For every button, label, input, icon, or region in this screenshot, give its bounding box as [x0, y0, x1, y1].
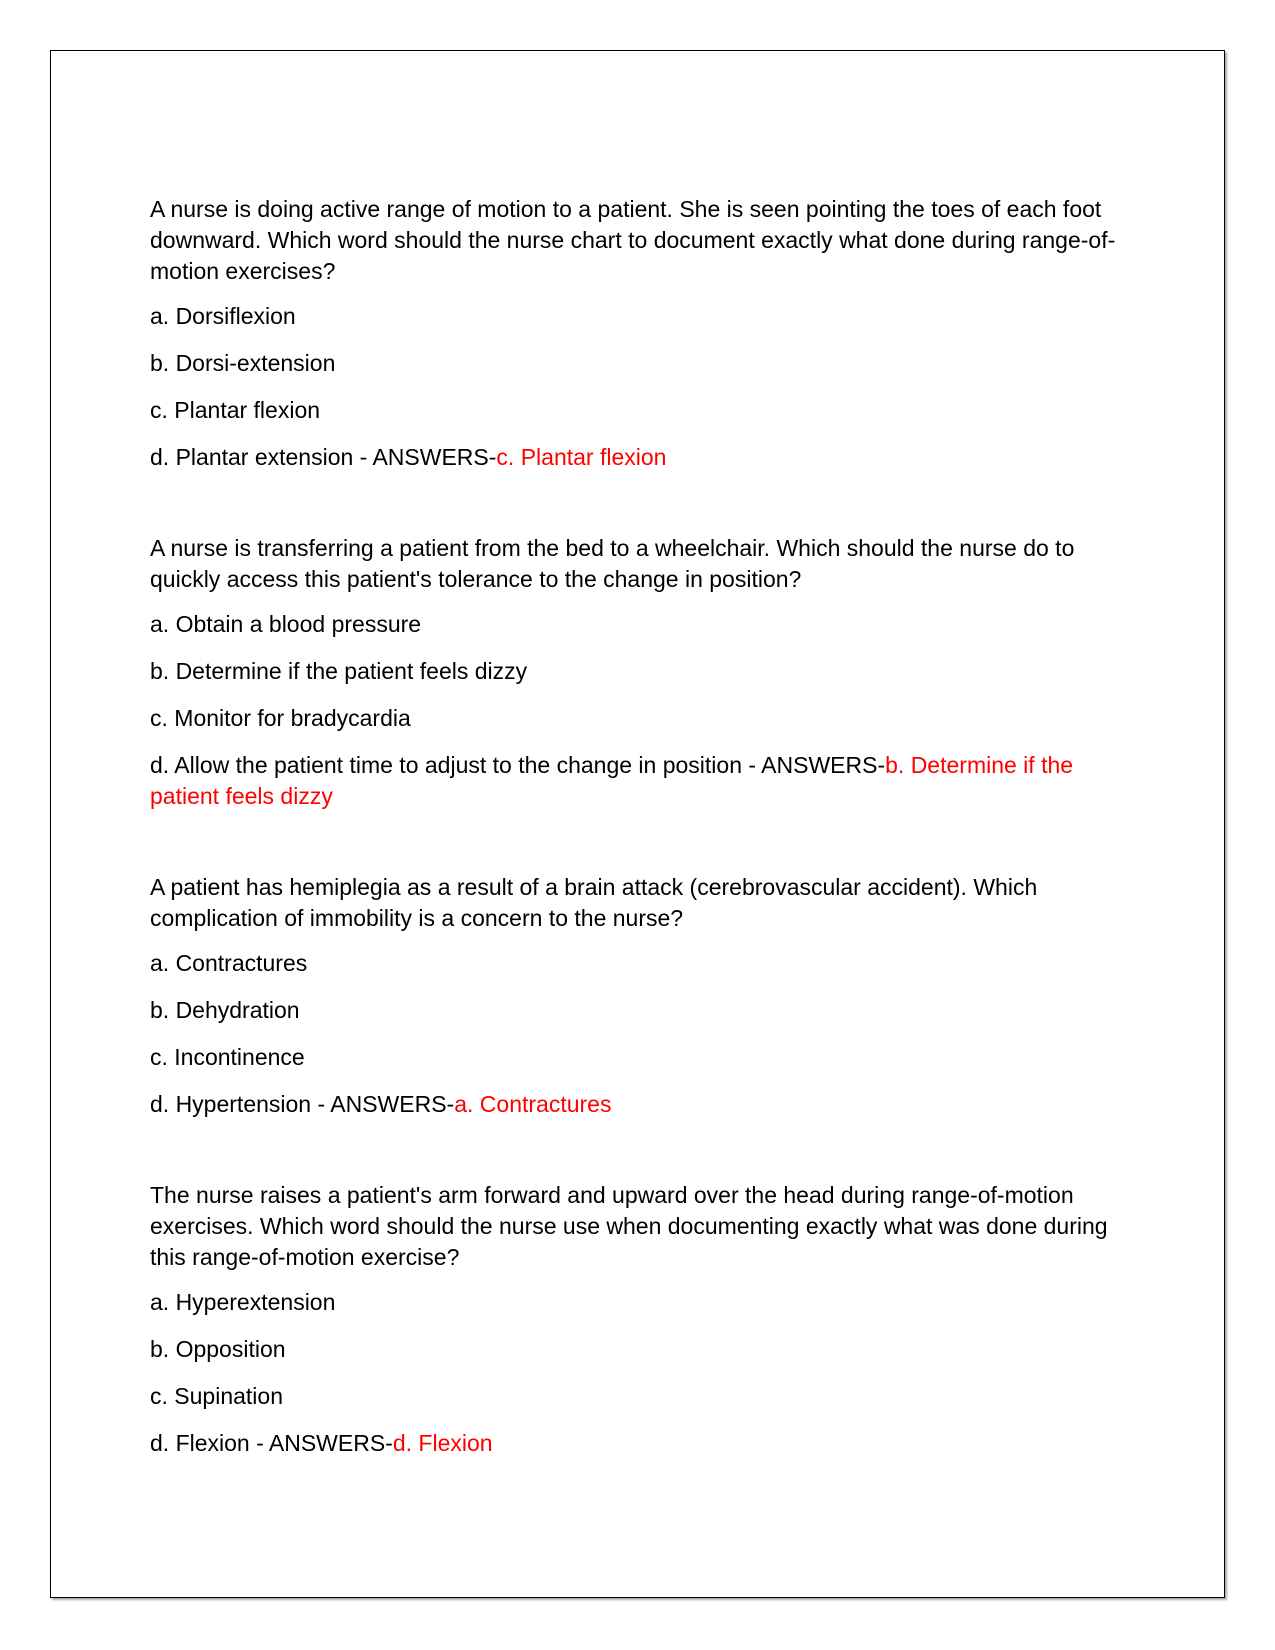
option-a: a. Dorsiflexion — [150, 303, 296, 329]
question-text: A nurse is transferring a patient from the bed to a wheelchair. Which should the nurse do to quickly access this patient's tolerance to the change in position? — [150, 535, 1075, 592]
option-d-label: d. Flexion - ANSWERS- — [150, 1430, 393, 1456]
option-c: c. Monitor for bradycardia — [150, 705, 411, 731]
option-d — [150, 1428, 1140, 1459]
option-a: a. Obtain a blood pressure — [150, 611, 422, 637]
option-d — [150, 750, 1140, 812]
question-2 — [150, 533, 1140, 812]
option-b: b. Dehydration — [150, 997, 300, 1023]
option-c: c. Incontinence — [150, 1044, 305, 1070]
question-4 — [150, 1180, 1140, 1459]
option-c: c. Plantar flexion — [150, 397, 321, 423]
question-text: A patient has hemiplegia as a result of a brain attack (cerebrovascular accident). Which complication of immobility is a concern to the nurse? — [150, 874, 1038, 931]
option-b: b. Opposition — [150, 1336, 286, 1362]
option-d-label: d. Allow the patient time to adjust to the change in position - ANSWERS- — [150, 752, 886, 778]
option-b: b. Dorsi-extension — [150, 350, 336, 376]
option-d-label: d. Hypertension - ANSWERS- — [150, 1091, 455, 1117]
answer-text: d. Flexion — [392, 1430, 493, 1456]
answer-text: c. Plantar flexion — [496, 444, 667, 470]
option-d-label: d. Plantar extension - ANSWERS- — [150, 444, 497, 470]
option-d — [150, 1089, 1140, 1120]
option-a: a. Hyperextension — [150, 1289, 336, 1315]
answer-text: b. Determine if the patient feels dizzy — [150, 752, 1074, 809]
answer-text: a. Contractures — [454, 1091, 612, 1117]
option-c: c. Supination — [150, 1383, 283, 1409]
document-content — [150, 194, 1140, 1519]
question-text: The nurse raises a patient's arm forward and upward over the head during range-of-motion exercises. Which word should the nurse use when documenting exactly what was done during this range-of-motion exercise? — [150, 1182, 1108, 1270]
option-d — [150, 442, 1140, 473]
question-text: A nurse is doing active range of motion to a patient. She is seen pointing the toes of each foot downward. Which word should the nurse chart to document exactly what done during range-of-motion exercises? — [150, 196, 1116, 284]
option-a: a. Contractures — [150, 950, 308, 976]
question-3 — [150, 872, 1140, 1120]
option-b: b. Determine if the patient feels dizzy — [150, 658, 528, 684]
question-1 — [150, 194, 1140, 473]
